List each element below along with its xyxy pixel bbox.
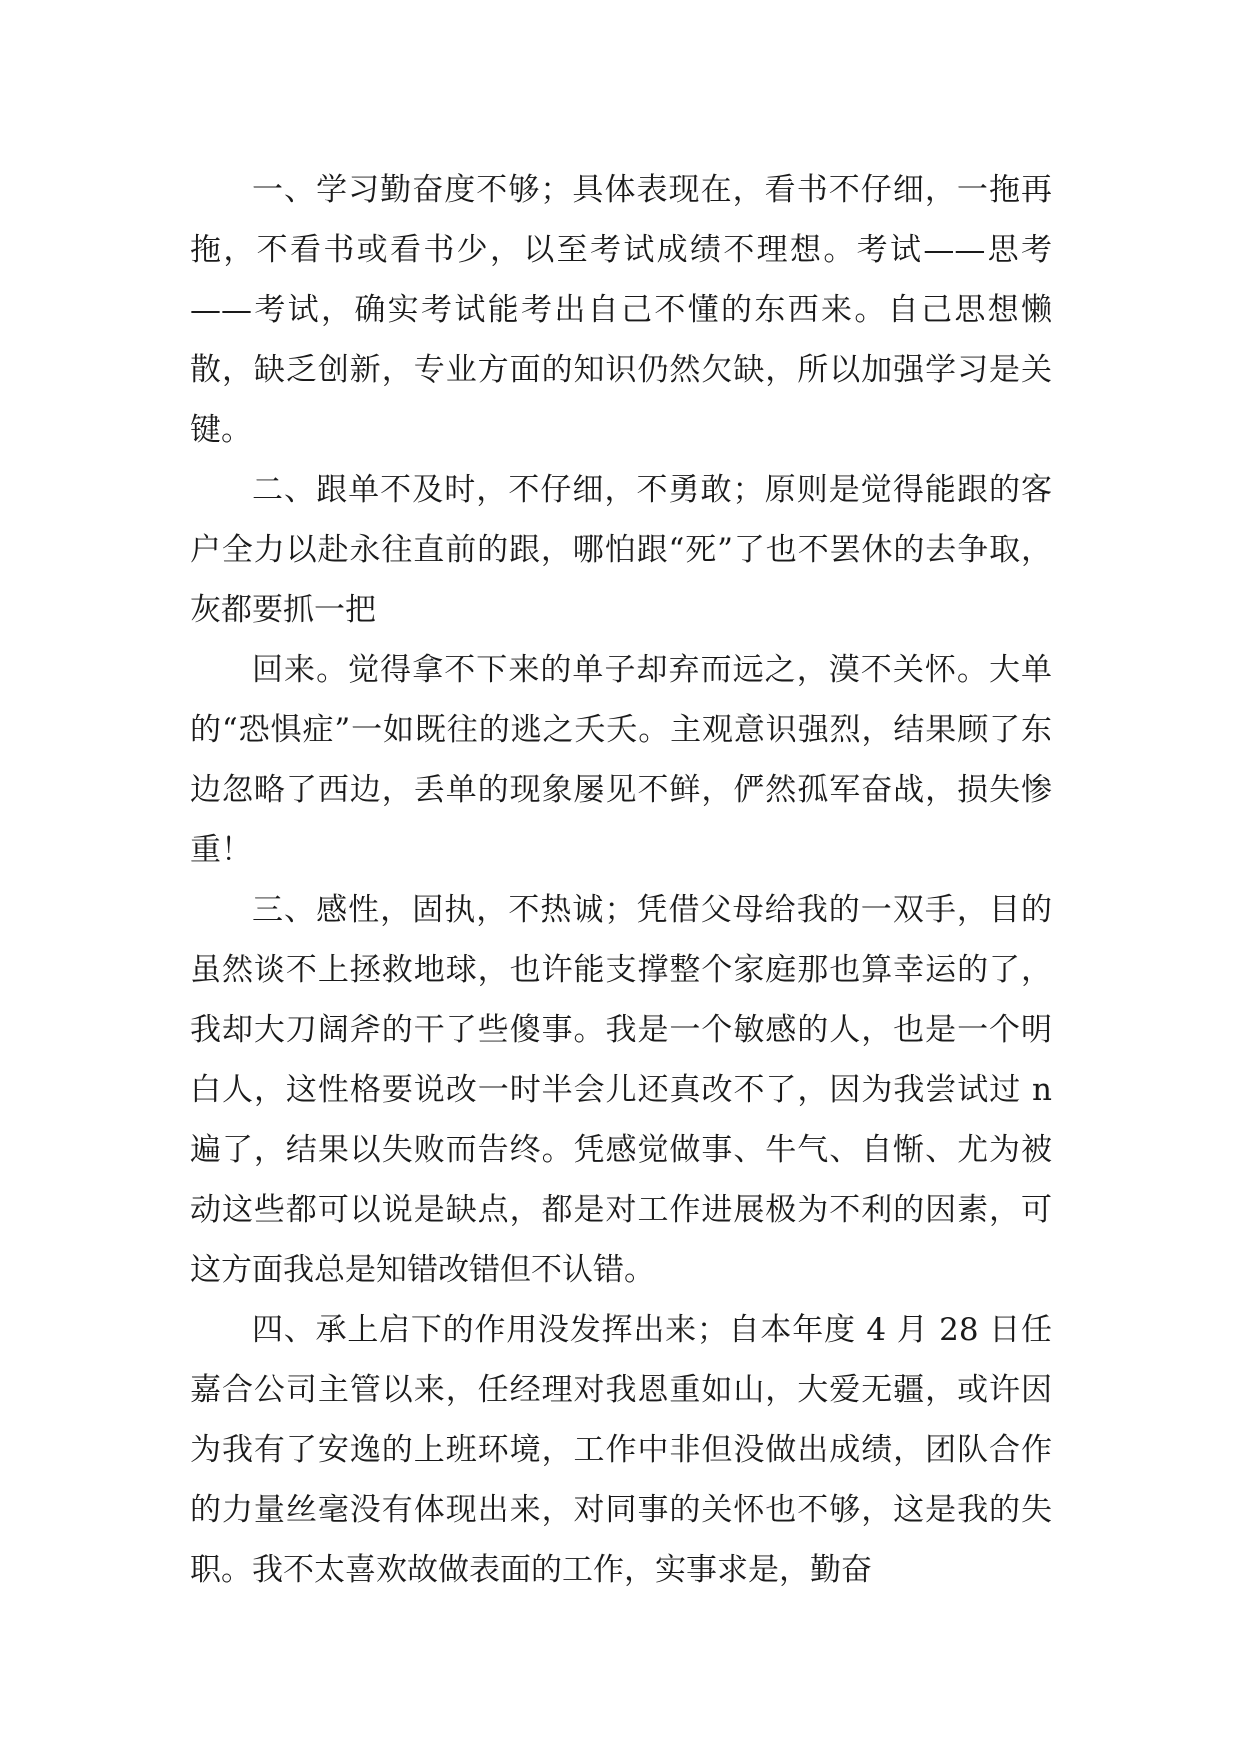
paragraph-follow-up-continued: 回来。觉得拿不下来的单子却弃而远之，漠不关怀。大单的“恐惧症”一如既往的逃之夭夭。主观意识强烈，结果顾了东边忽略了西边，丢单的现象屡见不鲜，俨然孤军奋战，损失惨重！ <box>190 652 1052 868</box>
document-body <box>190 160 1052 1600</box>
paragraph-personality: 三、感性，固执，不热诚；凭借父母给我的一双手，目的虽然谈不上拯救地球，也许能支撑整个家庭那也算幸运的了，我却大刀阔斧的干了些傻事。我是一个敏感的人，也是一个明白人，这性格要说改一时半会儿还真改不了，因为我尝试过 n 遍了，结果以失败而告终。凭感觉做事、牛气、自惭、尤为被动这些都可以说是缺点，都是对工作进展极为不利的因素，可这方面我总是知错改错但不认错。 <box>190 892 1052 1288</box>
paragraph-role: 四、承上启下的作用没发挥出来；自本年度 4 月 28 日任嘉合公司主管以来，任经理对我恩重如山，大爱无疆，或许因为我有了安逸的上班环境，工作中非但没做出成绩，团队合作的力量丝毫没有体现出来，对同事的关怀也不够，这是我的失职。我不太喜欢故做表面的工作，实事求是，勤奋 <box>190 1312 1052 1588</box>
paragraph-follow-up: 二、跟单不及时，不仔细，不勇敢；原则是觉得能跟的客户全力以赴永往直前的跟，哪怕跟“死”了也不罢休的去争取，灰都要抓一把 <box>190 472 1052 628</box>
paragraph-study: 一、学习勤奋度不够；具体表现在，看书不仔细，一拖再拖，不看书或看书少，以至考试成绩不理想。考试——思考——考试，确实考试能考出自己不懂的东西来。自己思想懒散，缺乏创新，专业方面的知识仍然欠缺，所以加强学习是关键。 <box>190 172 1052 448</box>
